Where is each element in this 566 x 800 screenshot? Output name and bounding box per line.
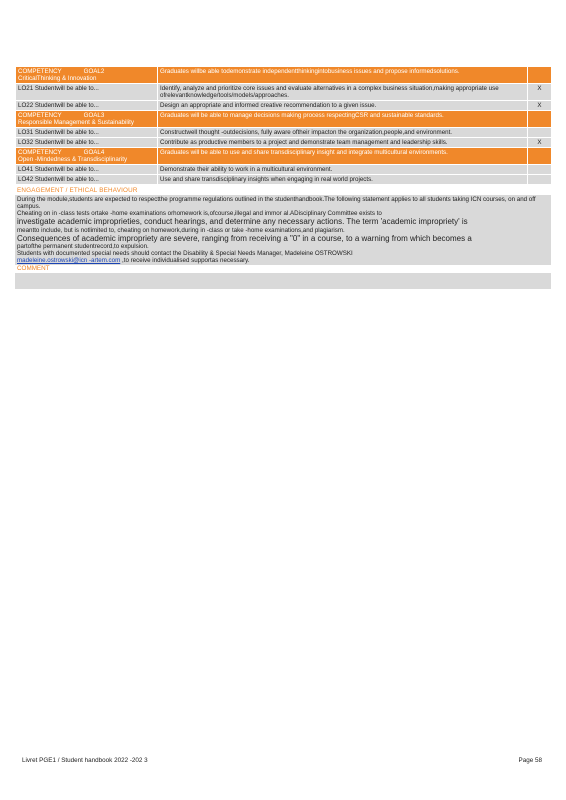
engagement-section (15, 187, 551, 265)
engagement-paragraph (17, 257, 549, 264)
engagement-text-end: ,to receive individualised supportas necessary. (122, 257, 250, 264)
goal-label: GOAL2 (83, 68, 105, 75)
competency-goal-label (16, 67, 158, 84)
outcome-label (16, 101, 158, 111)
competency-table (15, 66, 552, 185)
outcome-code: LO22 (18, 102, 34, 109)
engagement-paragraph: Students with documented special needs should contact the Disability & Special Needs Manager, Madeleine OSTROWSKI (17, 250, 353, 257)
outcome-intro: Studentwill be able to... (34, 102, 99, 109)
competency-header-row (16, 111, 552, 128)
outcome-row (16, 84, 552, 101)
outcome-code: LO42 (18, 176, 34, 183)
competency-label: COMPETENCY (18, 68, 62, 75)
outcome-mark (528, 128, 552, 138)
outcome-intro: Studentwill be able to... (34, 176, 99, 183)
competency-mark-cell (528, 67, 552, 84)
outcome-text: Demonstrate their ability to work in a multicultural environment. (158, 165, 528, 175)
engagement-paragraph: Cheating on in -class tests ortake -home examinations orhomework is,ofcourse,illegal and immor al.ADisciplinary Committee exists to (17, 210, 382, 217)
outcome-text: Contribute as productive members to a project and demonstrate team management and leadership skills. (158, 138, 528, 148)
outcome-label (16, 138, 158, 148)
engagement-paragraph: Consequences of academic impropriety are severe, ranging from receiving a "0" in a course, to a warning from which becomes a (17, 233, 472, 243)
outcome-row (16, 128, 552, 138)
outcome-mark: X (528, 138, 552, 148)
outcome-row (16, 175, 552, 185)
outcome-code: LO41 (18, 166, 34, 173)
handbook-page (15, 66, 551, 289)
competency-description: Graduates will be able to manage decisions making process respectingCSR and sustainable standards. (158, 111, 528, 128)
competency-header-row (16, 67, 552, 84)
competency-label: COMPETENCY (18, 112, 62, 119)
outcome-mark (528, 165, 552, 175)
engagement-paragraph: investigate academic improprieties, conduct hearings, and determine any necessary actions. The term 'academic impropriety' is (17, 217, 468, 226)
outcome-intro: Studentwill be able to... (34, 139, 99, 146)
outcome-mark: X (528, 101, 552, 111)
goal-name: Responsible Management & (18, 119, 96, 126)
outcome-label (16, 84, 158, 101)
engagement-paragraph: During the module,students are expected to respectthe programme regulations outlined in the studenthandbook.The following statement applies to all students taking ICN courses, on and off campus. (17, 196, 536, 210)
goal-name-cont: Sustainability (97, 119, 134, 126)
engagement-paragraph: partofthe permanent studentrecord,to expulsion. (17, 243, 149, 250)
outcome-label (16, 175, 158, 185)
outcome-text: Identify, analyze and prioritize core issues and evaluate alternatives in a complex business situation,making appropriate use ofrelevantknowledge/tools/models/approaches. (158, 84, 528, 101)
outcome-row (16, 101, 552, 111)
goal-label: GOAL4 (83, 149, 105, 156)
comment-section (15, 265, 551, 289)
outcome-row (16, 165, 552, 175)
goal-name-cont: & Innovation (62, 75, 97, 82)
goal-name-cont: Transdisciplinarity (77, 156, 128, 163)
competency-mark-cell (528, 148, 552, 165)
outcome-intro: Studentwill be able to... (34, 166, 99, 173)
outcome-text: Constructwell thought -outdecisions, fully aware oftheir impacton the organization,people,and environment. (158, 128, 528, 138)
outcome-row (16, 138, 552, 148)
outcome-text: Design an appropriate and informed creative recommendation to a given issue. (158, 101, 528, 111)
goal-name: CriticalThinking (18, 75, 61, 82)
outcome-code: LO31 (18, 129, 34, 136)
page-number: Page 58 (518, 757, 542, 764)
outcome-code: LO32 (18, 139, 34, 146)
competency-goal-label (16, 148, 158, 165)
outcome-text: Use and share transdisciplinary insights when engaging in real world projects. (158, 175, 528, 185)
outcome-intro: Studentwill be able to... (34, 129, 99, 136)
engagement-paragraph: meantto include, but is notlimited to, cheating on homework,during in -class or take -home examinations,and plagiarism. (17, 226, 345, 234)
engagement-heading: ENGAGEMENT / ETHICAL BEHAVIOUR (15, 187, 551, 195)
contact-email-link[interactable]: madeleine.ostrowski@icn -artem.com (17, 257, 121, 264)
outcome-label (16, 128, 158, 138)
engagement-text (15, 195, 551, 265)
outcome-code: LO21 (18, 85, 34, 92)
outcome-mark: X (528, 84, 552, 101)
competency-label: COMPETENCY (18, 149, 62, 156)
goal-label: GOAL3 (83, 112, 105, 119)
competency-description: Graduates willbe able todemonstrate independentthinkingintobusiness issues and propose informedsolutions. (158, 67, 528, 84)
comment-box (15, 273, 551, 289)
comment-heading: COMMENT (17, 265, 50, 272)
outcome-label (16, 165, 158, 175)
competency-header-row (16, 148, 552, 165)
competency-description: Graduates will be able to use and share transdisciplinary insight and integrate multicultural environments. (158, 148, 528, 165)
competency-goal-label (16, 111, 158, 128)
footer-title: Livret PGE1 / Student handbook 2022 -202 3 (22, 757, 148, 764)
goal-name: Open -Mindedness & (18, 156, 77, 163)
outcome-intro: Studentwill be able to... (34, 85, 99, 92)
competency-mark-cell (528, 111, 552, 128)
outcome-mark (528, 175, 552, 185)
